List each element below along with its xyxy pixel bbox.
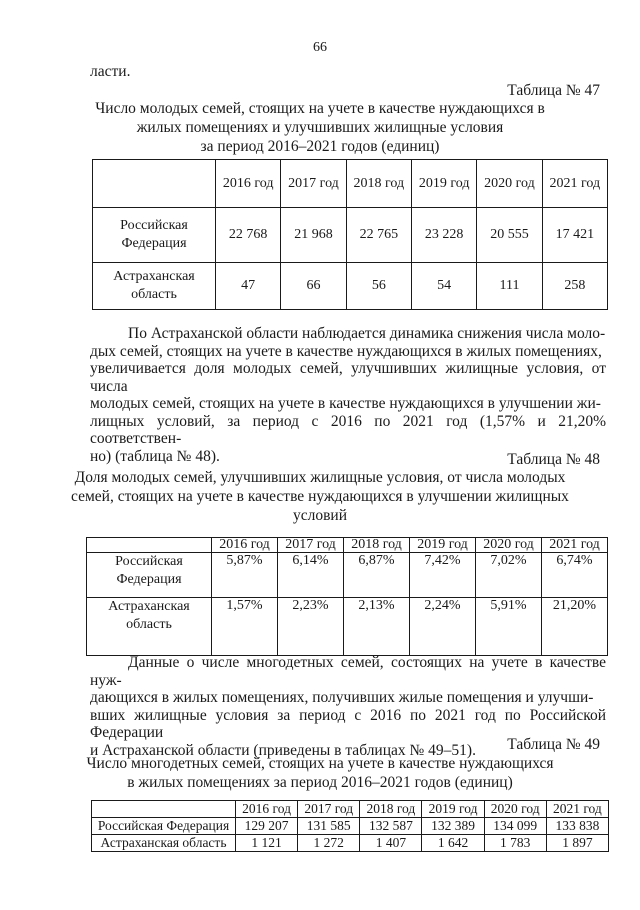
row-label: Российская Федерация — [92, 818, 236, 835]
row-label-line: Российская — [115, 554, 183, 569]
paragraph-line: Данные о числе многодетных семей, состоящих на учете в качестве нуж- — [90, 654, 606, 689]
table-header-row — [92, 801, 609, 818]
paragraph-line: По Астраханской области наблюдается динамика снижения числа моло- — [128, 325, 606, 342]
column-header: 2021 год — [542, 160, 607, 208]
table-corner-cell — [92, 801, 236, 818]
column-header: 2021 год — [546, 801, 608, 818]
caption-line: условий — [292, 507, 348, 524]
table-cell: 21 968 — [281, 208, 346, 263]
column-header: 2019 год — [422, 801, 484, 818]
table-cell: 1,57% — [212, 598, 278, 656]
paragraph-line: и Астраханской области (приведены в таблицах № 49–51). — [90, 741, 476, 759]
table-cell: 54 — [411, 263, 476, 310]
table-cell: 20 555 — [477, 208, 542, 263]
table-47-label: Таблица № 47 — [507, 82, 600, 99]
table-header-row — [87, 538, 608, 553]
column-header: 2017 год — [278, 538, 344, 553]
table-row — [87, 598, 608, 656]
table-48-caption — [0, 468, 640, 525]
table-corner-cell — [87, 538, 212, 553]
row-label-line: Астраханская — [113, 269, 195, 284]
paragraph-1 — [90, 325, 606, 465]
continuation-text: ласти. — [90, 63, 131, 80]
column-header: 2016 год — [212, 538, 278, 553]
paragraph-line: лищных условий, за период с 2016 по 2021 год (1,57% и 21,20% соответствен- — [90, 412, 606, 447]
table-cell: 56 — [346, 263, 411, 310]
table-49-label: Таблица № 49 — [507, 736, 600, 753]
table-cell: 1 407 — [360, 835, 422, 852]
table-49 — [91, 800, 609, 852]
table-row — [87, 553, 608, 598]
row-label: Астраханская область — [92, 835, 236, 852]
row-label-line: Федерация — [121, 236, 187, 251]
table-cell: 7,42% — [410, 553, 476, 598]
table-row — [92, 818, 609, 835]
table-row — [93, 208, 608, 263]
row-label — [93, 263, 216, 310]
paragraph-line: увеличивается доля молодых семей, улучшивших жилищные условия, от числа — [90, 360, 606, 395]
table-header-row — [93, 160, 608, 208]
table-cell: 66 — [281, 263, 346, 310]
table-cell: 111 — [477, 263, 542, 310]
paragraph-line: дающихся в жилых помещениях, получивших жилые помещения и улучши- — [90, 689, 594, 706]
table-cell: 22 768 — [216, 208, 281, 263]
table-cell: 1 642 — [422, 835, 484, 852]
page-number: 66 — [313, 40, 327, 55]
column-header: 2018 год — [360, 801, 422, 818]
table-cell: 2,24% — [410, 598, 476, 656]
caption-line: Число многодетных семей, стоящих на учете в качестве нуждающихся — [86, 755, 554, 772]
row-label-line: Астраханская — [108, 599, 190, 614]
paragraph-line: но) (таблица № 48). — [90, 447, 220, 465]
table-cell: 17 421 — [542, 208, 607, 263]
table-cell: 22 765 — [346, 208, 411, 263]
table-row — [93, 263, 608, 310]
table-cell: 1 272 — [298, 835, 360, 852]
caption-line: семей, стоящих на учете в качестве нуждающихся в улучшении жилищных — [71, 488, 569, 505]
table-cell: 132 389 — [422, 818, 484, 835]
table-cell: 6,14% — [278, 553, 344, 598]
table-cell: 134 099 — [484, 818, 546, 835]
table-cell: 132 587 — [360, 818, 422, 835]
row-label — [87, 598, 212, 656]
column-header: 2017 год — [281, 160, 346, 208]
table-cell: 258 — [542, 263, 607, 310]
row-label-line: область — [126, 617, 172, 632]
table-cell: 6,87% — [344, 553, 410, 598]
row-label-line: область — [131, 287, 177, 302]
paragraph-line: молодых семей, стоящих на учете в качестве нуждающихся в улучшении жи- — [90, 395, 601, 412]
table-47-caption — [0, 99, 640, 156]
caption-line: жилых помещениях и улучшивших жилищные условия — [136, 119, 504, 136]
column-header: 2019 год — [410, 538, 476, 553]
row-label-line: Федерация — [116, 572, 182, 587]
table-48-label: Таблица № 48 — [507, 451, 600, 468]
column-header: 2019 год — [411, 160, 476, 208]
table-cell: 7,02% — [476, 553, 542, 598]
column-header: 2020 год — [484, 801, 546, 818]
row-label — [93, 208, 216, 263]
table-cell: 131 585 — [298, 818, 360, 835]
row-label — [87, 553, 212, 598]
table-cell: 6,74% — [542, 553, 608, 598]
table-cell: 23 228 — [411, 208, 476, 263]
table-48 — [86, 537, 608, 656]
caption-line: Доля молодых семей, улучшивших жилищные условия, от числа молодых — [74, 469, 566, 486]
column-header: 2018 год — [344, 538, 410, 553]
column-header: 2018 год — [346, 160, 411, 208]
table-cell: 1 121 — [236, 835, 298, 852]
column-header: 2021 год — [542, 538, 608, 553]
column-header: 2020 год — [476, 538, 542, 553]
table-row — [92, 835, 609, 852]
paragraph-line: вших жилищные условия за период с 2016 по 2021 год по Российской Федерации — [90, 706, 606, 741]
table-47 — [92, 159, 608, 310]
caption-line: Число молодых семей, стоящих на учете в качестве нуждающихся в — [95, 100, 545, 117]
caption-line: в жилых помещениях за период 2016–2021 годов (единиц) — [127, 774, 513, 791]
caption-line: за период 2016–2021 годов (единиц) — [200, 138, 440, 155]
column-header: 2020 год — [477, 160, 542, 208]
column-header: 2016 год — [236, 801, 298, 818]
table-cell: 2,13% — [344, 598, 410, 656]
paragraph-line: дых семей, стоящих на учете в качестве нуждающихся в жилых помещениях, — [90, 342, 602, 360]
column-header: 2017 год — [298, 801, 360, 818]
table-cell: 47 — [216, 263, 281, 310]
table-corner-cell — [93, 160, 216, 208]
column-header: 2016 год — [216, 160, 281, 208]
table-cell: 1 783 — [484, 835, 546, 852]
table-cell: 2,23% — [278, 598, 344, 656]
table-cell: 1 897 — [546, 835, 608, 852]
table-49-caption — [0, 754, 640, 792]
table-cell: 5,91% — [476, 598, 542, 656]
row-label-line: Российская — [120, 218, 188, 233]
table-cell: 129 207 — [236, 818, 298, 835]
table-cell: 133 838 — [546, 818, 608, 835]
table-cell: 5,87% — [212, 553, 278, 598]
table-cell: 21,20% — [542, 598, 608, 656]
